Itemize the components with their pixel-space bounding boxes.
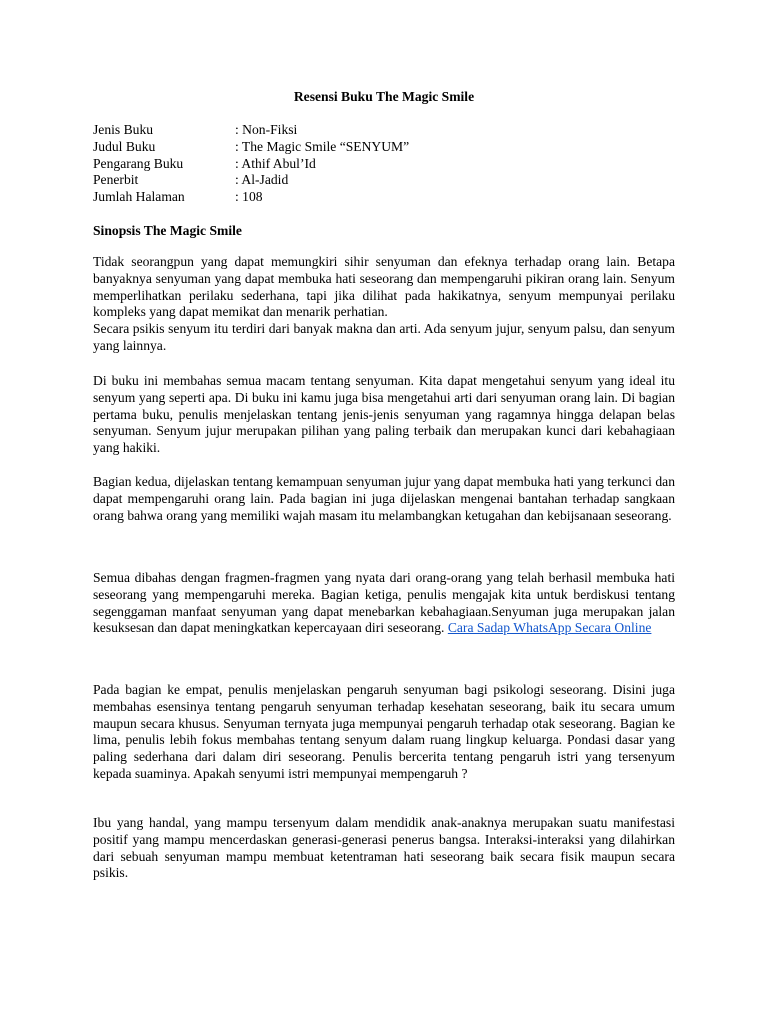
meta-label: Jumlah Halaman: [93, 189, 185, 205]
section-heading: Sinopsis The Magic Smile: [93, 223, 242, 238]
meta-value: : 108: [235, 189, 263, 205]
paragraph-6: Ibu yang handal, yang mampu tersenyum dalam mendidik anak-anaknya merupakan suatu manifestasi positif yang mampu mencerdaskan generasi-generasi penerus bangsa. Interaksi-interaksi yang dilahirkan dari sebuah senyuman mampu membuat ketentraman hati seseorang baik secara fisik maupun secara psikis.: [93, 815, 675, 881]
paragraph-4: [93, 570, 675, 637]
meta-label: Pengarang Buku: [93, 155, 184, 171]
meta-label: Jenis Buku: [93, 122, 154, 137]
meta-value: : Non-Fiksi: [235, 122, 298, 137]
whatsapp-link[interactable]: Cara Sadap WhatsApp Secara Online: [447, 620, 652, 636]
meta-label: Penerbit: [93, 172, 139, 188]
meta-row-judul: [93, 139, 409, 156]
paragraph-text: Secara psikis senyum itu terdiri dari banyak makna dan arti. Ada senyum jujur, senyum palsu, dan senyum yang lainnya.: [93, 321, 675, 353]
book-metadata: [93, 122, 409, 206]
meta-value: : Al-Jadid: [235, 172, 289, 188]
meta-label: Judul Buku: [93, 138, 156, 154]
meta-row-jenis: [93, 122, 409, 139]
paragraph-text: Semua dibahas dengan fragmen-fragmen yang nyata dari orang-orang yang telah berhasil membuka hati seseorang yang mempengaruhi mereka. Bagian ketiga, penulis mengajak kita untuk berdiskusi tentang segenggaman manfaat senyuman yang dapat menebarkan kebahagiaan.Senyuman juga merupakan jalan kesuksesan dan dapat meningkatkan kepercayaan diri seseorang.: [93, 570, 675, 636]
paragraph-5: Pada bagian ke empat, penulis menjelaskan pengaruh senyuman bagi psikologi seseorang. Disini juga membahas esensinya tentang pengaruh senyuman terhadap kesehatan seseorang, baik itu secara umum maupun secara khusus. Senyuman ternyata juga mempunyai pengaruh terhadap otak seseorang. Bagian ke lima, penulis lebih fokus membahas tentang senyum dalam ruang lingkup keluarga. Pondasi dasar yang paling sederhana dari dalam diri seseorang. Penulis bercerita tentang pengaruh istri yang tersenyum kepada suaminya. Apakah senyumi istri mempunyai mempengaruh ?: [93, 682, 675, 781]
document-title: Resensi Buku The Magic Smile: [293, 89, 475, 104]
paragraph-1: [93, 254, 675, 355]
paragraph-text: Tidak seorangpun yang dapat memungkiri sihir senyuman dan efeknya terhadap orang lain. Betapa banyaknya senyuman yang dapat membuka hati seseorang dan mempengaruhi pikiran orang lain. Senyum memperlihatkan perilaku sederhana, tapi jika dilihat pada hakikatnya, senyum mempunyai perilaku kompleks yang dapat memikat dan menarik perhatian.: [93, 254, 675, 320]
meta-row-pengarang: [93, 156, 409, 173]
meta-row-halaman: [93, 189, 409, 206]
meta-row-penerbit: [93, 172, 409, 189]
paragraph-3: Bagian kedua, dijelaskan tentang kemampuan senyuman jujur yang dapat membuka hati yang terkunci dan dapat mempengaruhi orang lain. Pada bagian ini juga dijelaskan mengenai bantahan terhadap sangkaan orang bahwa orang yang memiliki wajah masam itu melambangkan ketugahan dan kebijsanaan seseorang.: [93, 474, 675, 523]
meta-value: : The Magic Smile “SENYUM”: [235, 138, 410, 154]
meta-value: : Athif Abul’Id: [235, 155, 316, 171]
paragraph-2: Di buku ini membahas semua macam tentang senyuman. Kita dapat mengetahui senyum yang ideal itu senyum yang seperti apa. Di buku ini kamu juga bisa mengetahui arti dari senyuman orang lain. Di bagian pertama buku, penulis menjelaskan tentang jenis-jenis senyuman yang ragamnya hingga delapan belas senyuman. Senyum jujur merupakan pilihan yang paling terbaik dan merupakan kunci dari kebahagiaan yang hakiki.: [93, 373, 675, 456]
